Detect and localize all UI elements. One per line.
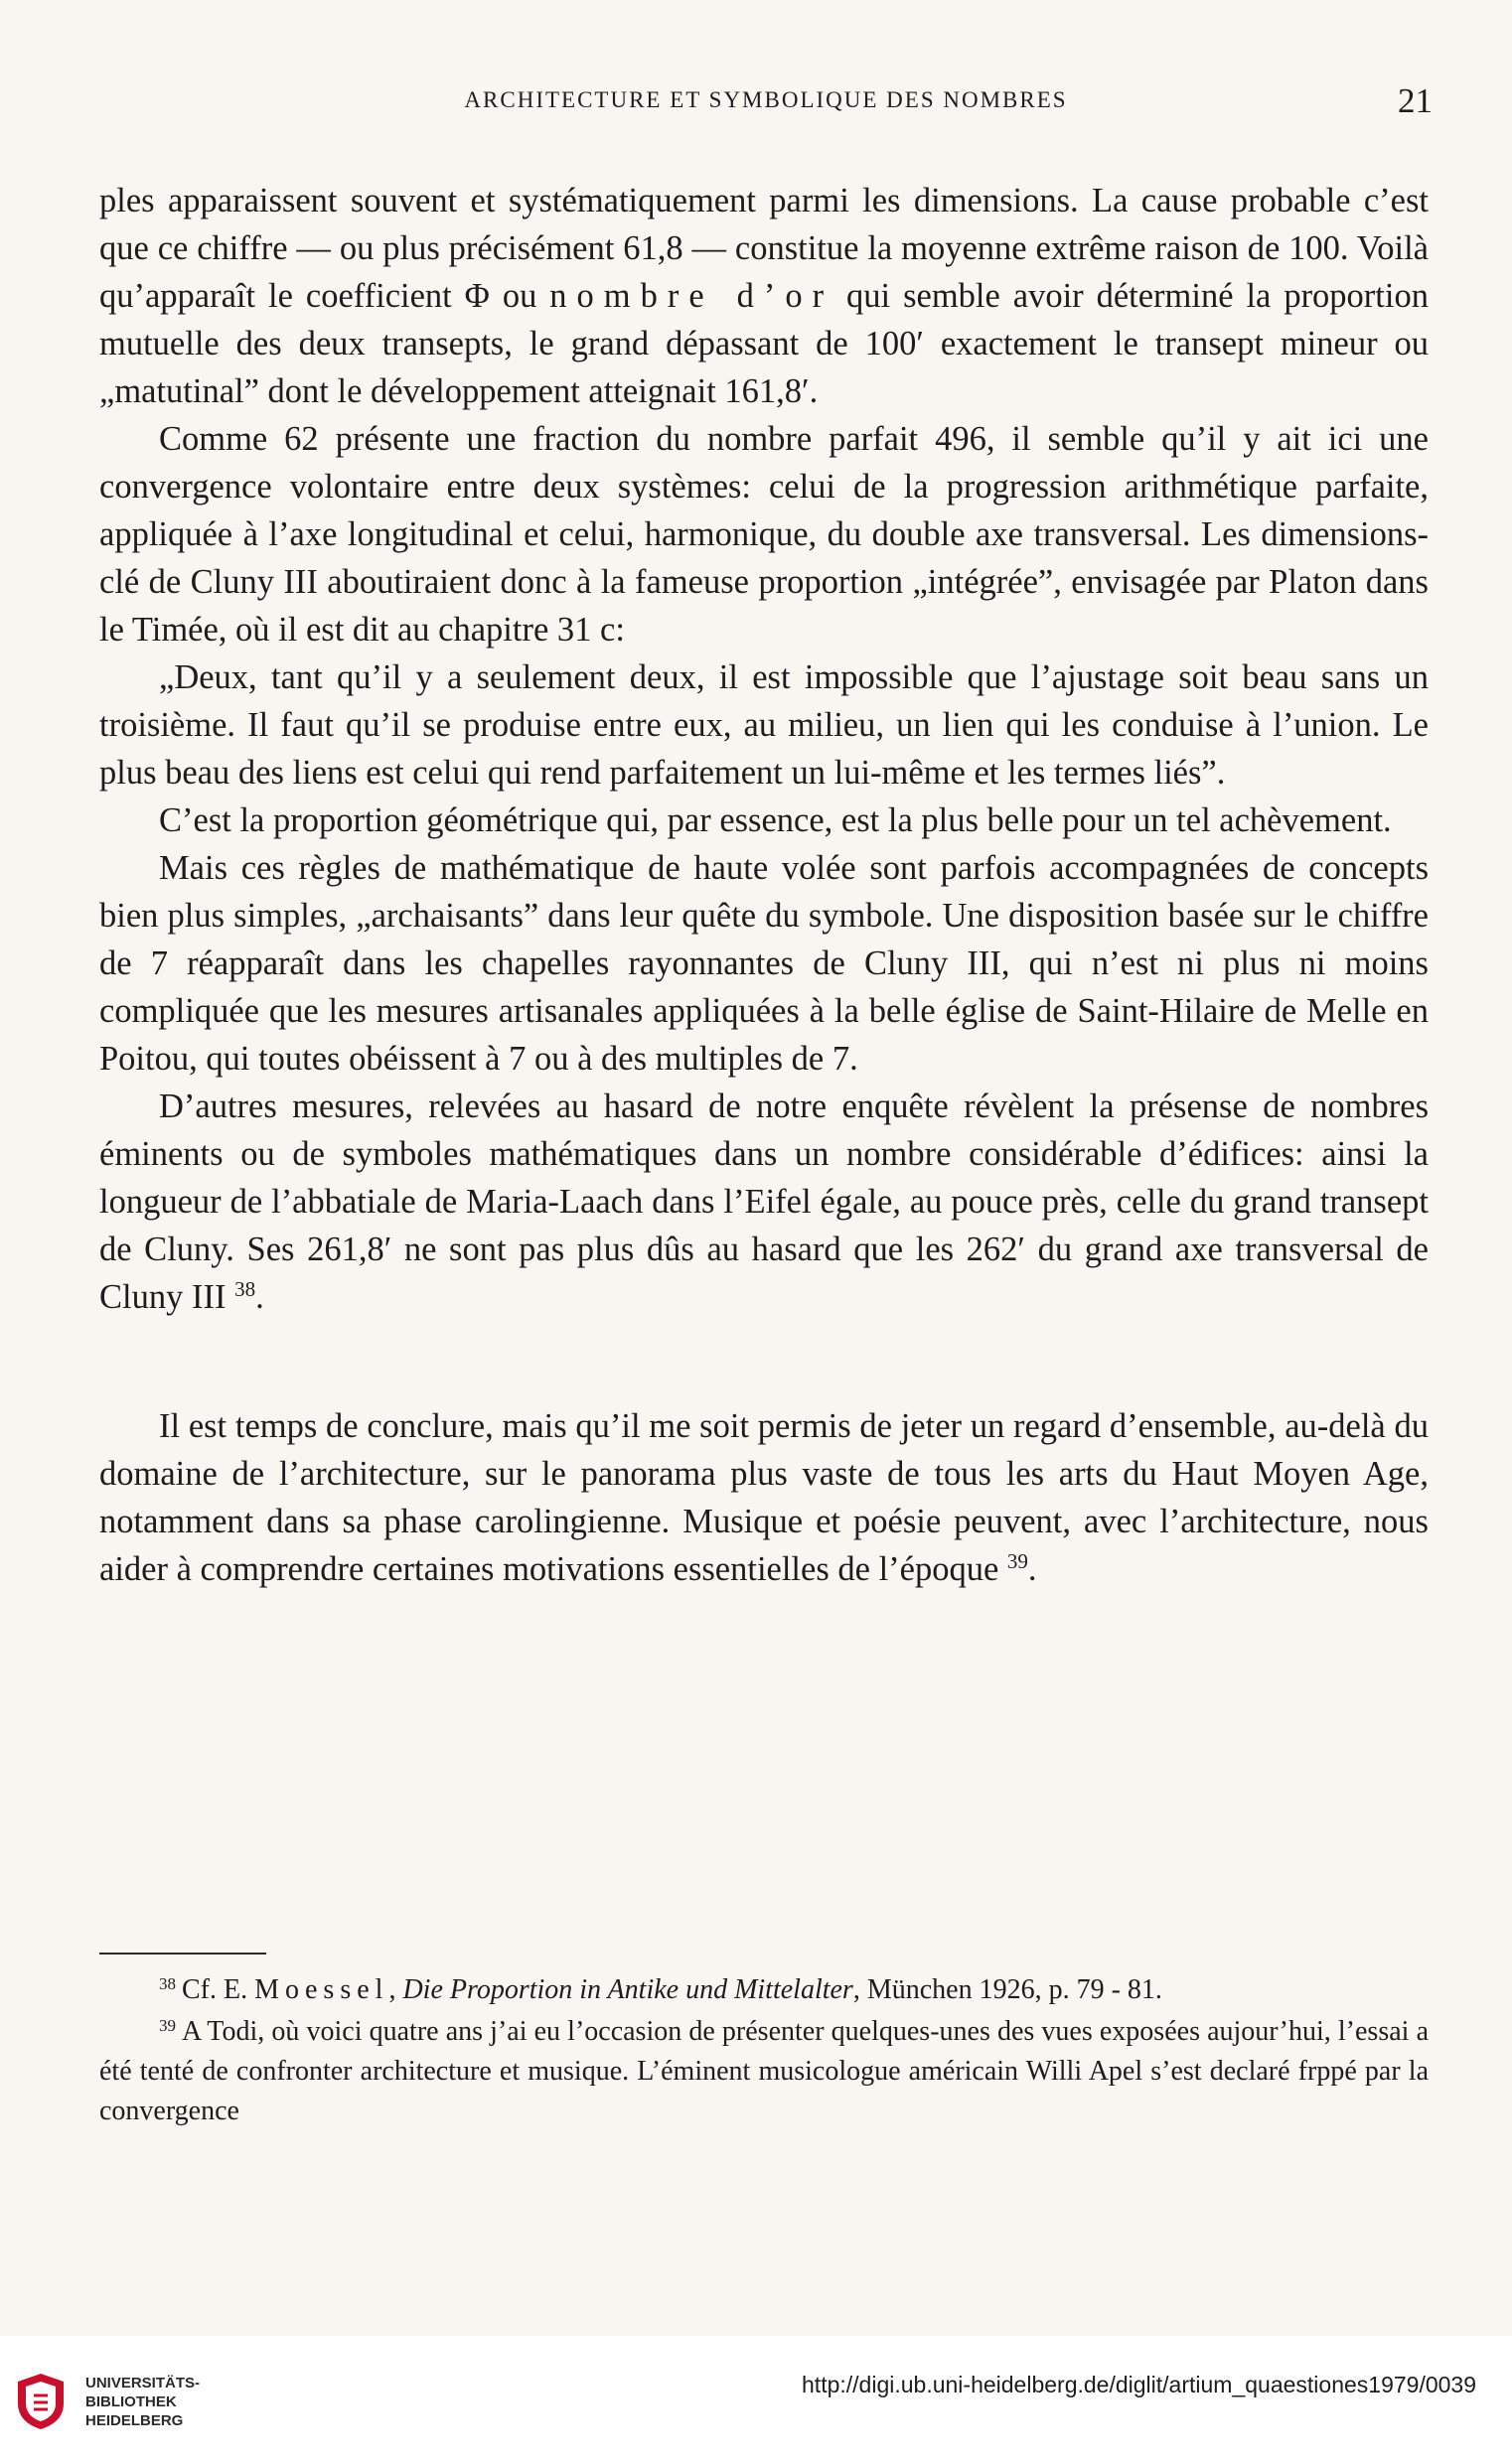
paragraph-3-quote: „Deux, tant qu’il y a seulement deux, il est impossible que l’ajustage soit beau sans un troisième. Il faut qu’il se produise entre eux, au milieu, un lien qui les conduise à l’union. Le plus beau des liens est celui qui rend parfaitement un lui-même et les termes liés”.: [99, 658, 1429, 792]
paragraph-6: [99, 1083, 1429, 1321]
paragraph-1: [99, 177, 1429, 415]
paragraph-1-text-a: ples apparaissent souvent et systématiquement parmi les dimensions. La cause probable c’est que ce chiffre — ou plus précisément 61,8 — constitue la moyenne extrême raison de 100. Voilà qu’apparaît le coefficient Φ ou: [99, 182, 1429, 315]
footnote-38-text-a: Cf. E.: [182, 1974, 255, 2005]
paragraph-2: Comme 62 présente une fraction du nombre parfait 496, il semble qu’il y ait ici une convergence volontaire entre deux systèmes: celui de la progression arithmétique parfaite, appliquée à l’axe longitudinal et celui, harmonique, du double axe transversal. Les dimensions-clé de Cluny III aboutiraient donc à la fameuse proportion „intégrée”, envisagée par Platon dans le Timée, où il est dit au chapitre 31 c:: [99, 420, 1429, 649]
library-name-line-3: HEIDELBERG: [85, 2412, 184, 2429]
footnote-38-author: Moessel: [254, 1974, 389, 2005]
running-head: ARCHITECTURE ET SYMBOLIQUE DES NOMBRES: [464, 87, 1068, 112]
nombre-d-or-term: nombre d’or: [549, 277, 834, 315]
footnote-39-text: A Todi, où voici quatre ans j’ai eu l’occasion de présenter quelques-unes des vues exposées aujour’hui, l’essai a été tenté de confronter architecture et musique. L’éminent musicologue américain Willi Apel s’est declaré frppé par la convergence: [99, 2016, 1429, 2126]
footnote-divider: [99, 1953, 266, 1955]
section-gap: [99, 1321, 1429, 1402]
paragraph-4: C’est la proportion géométrique qui, par essence, est la plus belle pour un tel achèvement.: [159, 801, 1392, 839]
footnote-39-number: 39: [159, 2016, 176, 2035]
footnote-38: $^{38}$ Cf. E. Moessel, Die Proportion in Antike und Mittelalter, München 1926, p. 79 - 81.: [159, 1974, 1162, 2005]
paragraph-7-text-a: Il est temps de conclure, mais qu’il me soit permis de jeter un regard d’ensemble, au-delà du domaine de l’architecture, sur le panorama plus vaste de tous les arts du Haut Moyen Age, notamment dans sa phase carolingienne. Musique et poésie peuvent, avec l’architecture, nous aider à comprendre certaines motivations essentielles de l’époque: [99, 1407, 1429, 1588]
body-text: [99, 177, 1429, 1593]
source-url-link[interactable]: http://digi.ub.uni-heidelberg.de/diglit/artium_quaestiones1979/0039: [802, 2372, 1476, 2397]
paragraph-7: [99, 1402, 1429, 1593]
paragraph-7-text-b: .: [1027, 1550, 1037, 1588]
paragraph-6-text-a: D’autres mesures, relevées au hasard de notre enquête révèlent la présense de nombres éminents ou de symboles mathématiques dans un nombre considérable d’édifices: ainsi la longueur de l’abbatiale de Maria-Laach dans l’Eifel égale, au pouce près, celle du grand transept de Cluny. Ses 261,8′ ne sont pas plus dûs au hasard que les 262′ du grand axe transversal de Cluny III: [99, 1087, 1429, 1316]
paragraph-6-text-b: .: [255, 1278, 264, 1316]
footnote-ref-38[interactable]: 38: [234, 1277, 256, 1301]
footnotes: [99, 1970, 1429, 2133]
footnote-39: [99, 2012, 1429, 2131]
footnote-38-text-b: , München 1926, p. 79 - 81.: [852, 1974, 1162, 2005]
footnote-38-number: 38: [159, 1974, 176, 1993]
footer-bar: [0, 2336, 1512, 2464]
footnote-38-title: Die Proportion in Antike und Mittelalter: [402, 1974, 853, 2005]
paragraph-5: Mais ces règles de mathématique de haute volée sont parfois accompagnées de concepts bien plus simples, „archaisants” dans leur quête du symbole. Une disposition basée sur le chiffre de 7 réapparaît dans les chapelles rayonnantes de Cluny III, qui n’est ni plus ni moins compliquée que les mesures artisanales appliquées à la belle église de Saint-Hilaire de Melle en Poitou, qui toutes obéissent à 7 ou à des multiples de 7.: [99, 849, 1429, 1078]
paragraph-1-text-b: qui semble avoir déterminé la proportion mutuelle des deux transepts, le grand dépassant de 100′ exactement le transept mineur ou „matutinal” dont le développement atteignait 161,8′.: [99, 277, 1429, 410]
page-number: 21: [1398, 81, 1433, 120]
footnote-ref-39[interactable]: 39: [1006, 1549, 1028, 1573]
library-name-line-2: BIBLIOTHEK: [85, 2393, 177, 2410]
library-name: [85, 2374, 200, 2430]
heidelberg-library-logo-icon[interactable]: [14, 2372, 68, 2431]
page-header: [99, 81, 1433, 127]
library-name-line-1: UNIVERSITÄTS-: [85, 2375, 201, 2392]
